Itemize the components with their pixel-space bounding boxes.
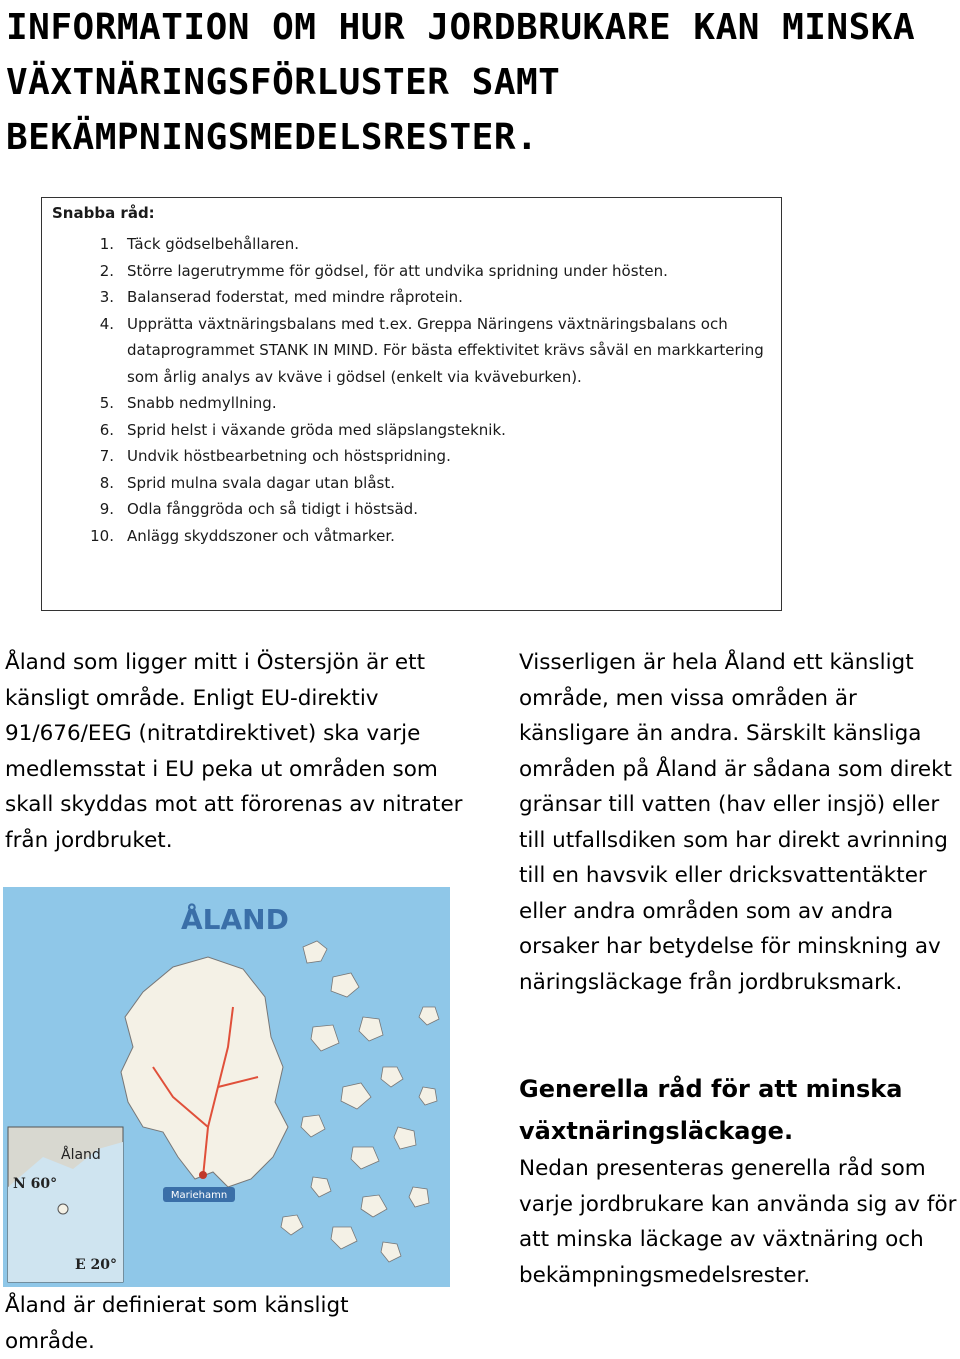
document-title: INFORMATION OM HUR JORDBRUKARE KAN MINSKA VÄXTNÄRINGSFÖRLUSTER SAMT BEKÄMPNINGSMEDELSRESTER. bbox=[6, 7, 916, 158]
quick-tip-text: Sprid mulna svala dagar utan blåst. bbox=[127, 473, 395, 492]
map-caption: Åland är definierat som känsligt område. bbox=[5, 1293, 349, 1354]
quick-tip-number: 10. bbox=[90, 526, 114, 545]
capital-label: Mariehamn bbox=[170, 1190, 228, 1201]
quick-tip-number: 3. bbox=[99, 288, 114, 306]
quick-tip-number: 4. bbox=[99, 314, 114, 333]
inset-locator-map bbox=[8, 1127, 123, 1282]
quick-tip-item bbox=[52, 258, 767, 285]
quick-tip-text: Täck gödselbehållaren. bbox=[127, 235, 300, 253]
aland-map bbox=[3, 887, 450, 1287]
quick-tip-number: 5. bbox=[99, 394, 114, 412]
quick-tip-number: 1. bbox=[99, 235, 114, 253]
longitude-label: E 20° bbox=[75, 1257, 118, 1273]
intro-paragraph: Åland som ligger mitt i Östersjön är ett känsligt område. Enligt EU-direktiv 91/676/EEG (nitratdirektivet) ska varje medlemsstat i EU peka ut områden som skall skyddas mot att förorenas av nitrater från jordbruket. bbox=[5, 650, 463, 853]
quick-tips-heading: Snabba råd: bbox=[52, 204, 155, 222]
quick-tip-item bbox=[52, 470, 767, 497]
general-advice-paragraph: Nedan presenteras generella råd som varje jordbrukare kan använda sig av för att minska läckage av växtnäring och bekämpningsmedelsrester. bbox=[519, 1156, 957, 1288]
capital-marker bbox=[199, 1171, 207, 1179]
map-title: ÅLAND bbox=[181, 903, 289, 936]
aland-map-graphic bbox=[3, 887, 450, 1287]
quick-tip-item bbox=[52, 523, 767, 550]
quick-tip-text: Anlägg skyddszoner och våtmarker. bbox=[127, 526, 395, 545]
inset-aland-label: Åland bbox=[61, 1147, 101, 1163]
quick-tip-item bbox=[52, 390, 767, 417]
quick-tip-number: 9. bbox=[99, 500, 114, 518]
sensitive-areas-paragraph: Visserligen är hela Åland ett känsligt område, men vissa områden är känsligare än andra. Särskilt känsliga områden på Åland är sådana som direkt gränsar till vatten (hav eller insjö) eller till utfallsdiken som har direkt avrinning till en havsvik eller dricksvattentäkter eller andra områden som av andra orsaker har betydelse för minskning av näringsläckage från jordbruksmark. bbox=[519, 650, 952, 995]
quick-tip-item bbox=[52, 311, 767, 391]
quick-tip-number: 8. bbox=[99, 473, 114, 492]
latitude-label: N 60° bbox=[13, 1176, 58, 1192]
quick-tip-item bbox=[52, 284, 767, 311]
quick-tips-box bbox=[41, 197, 782, 611]
quick-tip-text: Undvik höstbearbetning och höstspridning. bbox=[127, 447, 451, 465]
quick-tip-text: Större lagerutrymme för gödsel, för att undvika spridning under hösten. bbox=[127, 261, 668, 280]
quick-tip-item bbox=[52, 231, 767, 258]
quick-tip-text: Sprid helst i växande gröda med släpslangsteknik. bbox=[127, 420, 506, 439]
quick-tip-item bbox=[52, 417, 767, 444]
quick-tip-text: Upprätta växtnäringsbalans med t.ex. Greppa Näringens växtnäringsbalans och dataprogrammet STANK IN MIND. För bästa effektivitet krävs såväl en markkartering som årlig analys av kväve i gödsel (enkelt via kväveburken). bbox=[127, 314, 764, 386]
general-advice-heading: Generella råd för att minska växtnäringsläckage. bbox=[519, 1075, 903, 1145]
quick-tip-text: Odla fånggröda och så tidigt i höstsäd. bbox=[127, 500, 418, 518]
quick-tips-list bbox=[52, 231, 767, 549]
quick-tip-text: Snabb nedmyllning. bbox=[127, 394, 277, 412]
quick-tip-number: 6. bbox=[99, 420, 114, 439]
quick-tip-item bbox=[52, 443, 767, 470]
quick-tip-number: 2. bbox=[99, 261, 114, 280]
quick-tip-item bbox=[52, 496, 767, 523]
quick-tip-number: 7. bbox=[99, 447, 114, 465]
quick-tip-text: Balanserad foderstat, med mindre råprotein. bbox=[127, 288, 463, 306]
